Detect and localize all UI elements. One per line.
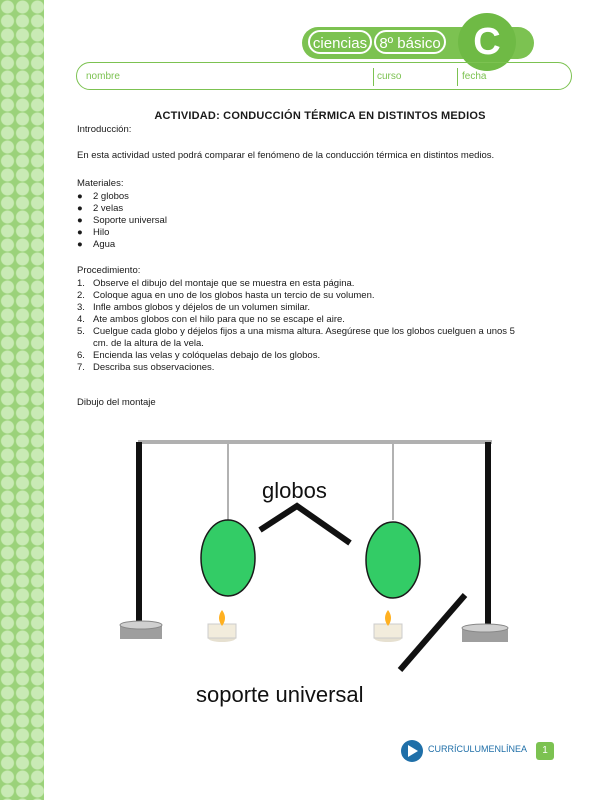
right-balloon bbox=[366, 522, 420, 598]
page-number-badge: 1 bbox=[536, 742, 554, 760]
divider bbox=[457, 68, 458, 86]
procedure-list bbox=[77, 278, 515, 374]
left-stand-base bbox=[120, 621, 162, 639]
list-item: 6. Encienda las velas y colóquelas debajo de los globos. bbox=[77, 350, 321, 361]
left-balloon bbox=[201, 520, 255, 596]
bullet-icon: ● bbox=[77, 227, 83, 238]
student-info-row bbox=[76, 62, 572, 90]
page-title: ACTIVIDAD: CONDUCCIÓN TÉRMICA EN DISTINTOS MEDIOS bbox=[154, 110, 486, 122]
list-item-continuation: cm. de la altura de la vela. bbox=[93, 338, 204, 349]
list-item: 2. Coloque agua en uno de los globos hasta un tercio de su volumen. bbox=[77, 290, 375, 301]
svg-text:CURRÍCULUMENLÍNEA: CURRÍCULUMENLÍNEA bbox=[428, 744, 528, 754]
list-item: ● 2 velas bbox=[77, 203, 124, 214]
list-item: 5. Cuelgue cada globo y déjelos fijos a una misma altura. Asegúrese que los globos cuelguen a unos 5 bbox=[77, 326, 515, 337]
date-field-label: fecha bbox=[462, 71, 487, 82]
right-stand-base bbox=[462, 624, 508, 642]
stand-pointer bbox=[400, 595, 465, 670]
subject-tag: ciencias bbox=[308, 30, 372, 54]
drawing-heading: Dibujo del montaje bbox=[77, 397, 156, 408]
bullet-icon: ● bbox=[77, 203, 83, 214]
materials-list bbox=[77, 191, 167, 251]
list-item: 4. Ate ambos globos con el hilo para que no se escape el aire. bbox=[77, 314, 345, 325]
list-item: ● Soporte universal bbox=[77, 215, 167, 226]
left-candle-icon bbox=[208, 610, 236, 642]
bullet-icon: ● bbox=[77, 215, 83, 226]
right-candle-icon bbox=[374, 610, 402, 642]
left-stand-rod bbox=[136, 442, 142, 632]
brand-logo bbox=[400, 738, 530, 766]
balloons-pointer bbox=[260, 506, 350, 543]
stand-label: soporte universal bbox=[196, 682, 364, 707]
setup-diagram bbox=[100, 410, 530, 720]
name-field-label: nombre bbox=[86, 71, 120, 82]
balloons-label: globos bbox=[262, 478, 327, 503]
list-item: 3. Infle ambos globos y déjelos de un volumen similar. bbox=[77, 302, 311, 313]
list-item: 7. Describa sus observaciones. bbox=[77, 362, 215, 373]
bullet-icon: ● bbox=[77, 191, 83, 202]
intro-heading: Introducción: bbox=[77, 124, 132, 135]
subject-letter-badge: C bbox=[458, 13, 516, 71]
bullet-icon: ● bbox=[77, 239, 83, 250]
list-item: ● Agua bbox=[77, 239, 116, 250]
right-stand-rod bbox=[485, 442, 491, 632]
divider bbox=[373, 68, 374, 86]
grade-tag: 8º básico bbox=[374, 30, 446, 54]
procedure-heading: Procedimiento: bbox=[77, 265, 141, 276]
list-item: ● 2 globos bbox=[77, 191, 129, 202]
list-item: ● Hilo bbox=[77, 227, 110, 238]
list-item: 1. Observe el dibujo del montaje que se muestra en esta página. bbox=[77, 278, 355, 289]
materials-heading: Materiales: bbox=[77, 178, 124, 189]
course-field-label: curso bbox=[377, 71, 402, 82]
intro-text: En esta actividad usted podrá comparar el fenómeno de la conducción térmica en distintos medios. bbox=[77, 150, 495, 161]
